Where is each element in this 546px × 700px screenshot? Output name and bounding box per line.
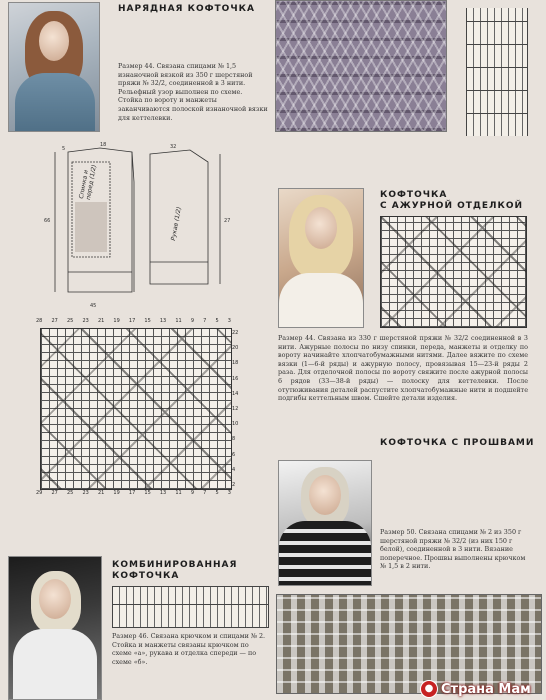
photo-woman-striped-sweater [278, 460, 372, 586]
article-title-line: КОМБИНИРОВАННАЯ [112, 560, 238, 570]
column-number: 3 [227, 490, 231, 496]
row-number: 2 [232, 481, 236, 488]
article-title: КОФТОЧКА С ПРОШВАМИ [380, 438, 535, 448]
svg-text:66: 66 [44, 218, 51, 224]
svg-text:18: 18 [100, 142, 107, 148]
row-number: 16 [232, 375, 239, 382]
column-number: 11 [175, 318, 182, 324]
column-number: 27 [51, 318, 58, 324]
column-number: 17 [128, 318, 136, 324]
article-title-line: С АЖУРНОЙ ОТДЕЛКОЙ [380, 201, 524, 211]
column-number: 9 [190, 318, 195, 324]
row-number: 8 [232, 436, 236, 443]
column-number: 17 [128, 490, 136, 496]
article-title-line: КОФТОЧКА [380, 190, 448, 200]
svg-text:5: 5 [62, 146, 66, 152]
column-number: 13 [159, 318, 167, 324]
article-body: Размер 46. Связана крючком и спицами № 2. Стойка и манжеты связаны крючком по схеме «а», рукава и отделка спереди — по схеме «б». [112, 632, 266, 666]
openwork-chart [380, 216, 527, 328]
column-number: 23 [82, 318, 89, 324]
row-number: 12 [232, 405, 239, 412]
article-title [112, 560, 262, 582]
svg-text:27: 27 [224, 218, 231, 224]
article-body: Размер 44. Связана из 330 г шерстяной пряжи № 32/2 соединенной в 3 нити. Ажурные полосы по низу спинки, переда, манжеты и отделку по вороту начинайте хлопчатобумажными нитями. Далее вяжите по схеме вязки (1—6-й ряды) и ажурную полосу, провязывая 15—23-й ряды 2 раза. Для отделочной полосы по вороту свяжите после ажурной полосы 6 рядов (33—38-й ряды) — полоску для кеттелевки. После отутюживания деталей распустите хлопчатобумажные нити и подшейте подгибы кеттельным швом. Сшейте детали изделия. [278, 334, 528, 403]
pattern-label-back-front: Спинка и перед (1/2) [78, 164, 98, 201]
knit-swatch-photo [275, 0, 447, 132]
column-number: 3 [227, 318, 231, 324]
column-number: 19 [113, 490, 120, 496]
crochet-diagram [466, 8, 528, 136]
column-number: 28 [36, 318, 43, 324]
article-body: Размер 44. Связана спицами № 1,5 изнаночной вязкой из 350 г шерстяной пряжи № 32/2, соединенной в 3 нити. Рельефный узор выполнен по схеме. Стойка по вороту и манжеты заканчиваются полоской изнаночной вязки для кеттелевки. [118, 62, 268, 122]
logo-ring-icon: ● [420, 680, 438, 698]
chart-column-numbers-bottom [36, 490, 231, 498]
column-number: 25 [66, 490, 74, 496]
column-number: 7 [203, 318, 207, 324]
svg-text:45: 45 [90, 303, 97, 309]
pattern-label-sleeve: Рукав (1/2) [170, 206, 183, 242]
row-number: 22 [232, 330, 239, 336]
column-number: 15 [144, 490, 151, 496]
column-number: 11 [175, 490, 182, 496]
photo-blonde-woman [278, 188, 364, 328]
row-number: 6 [232, 451, 236, 458]
column-number: 5 [215, 490, 219, 496]
crochet-scheme-a [112, 586, 269, 628]
column-number: 29 [36, 490, 43, 496]
chart-row-numbers [232, 330, 244, 488]
column-number: 25 [66, 318, 74, 324]
column-number: 21 [97, 318, 105, 324]
article-title [380, 190, 530, 212]
article-title-line: КОФТОЧКА [112, 571, 180, 581]
column-number: 23 [82, 490, 89, 496]
row-number: 20 [232, 345, 239, 352]
column-number: 5 [215, 318, 219, 324]
chart-column-numbers-top [36, 318, 231, 326]
column-number: 13 [159, 490, 167, 496]
article-title: НАРЯДНАЯ КОФТОЧКА [118, 4, 255, 14]
row-number: 4 [232, 466, 236, 473]
column-number: 7 [203, 490, 207, 496]
watermark-text: Страна Мам [441, 682, 531, 697]
photo-woman-lace-blouse [8, 556, 102, 700]
column-number: 27 [51, 490, 58, 496]
row-number: 18 [232, 360, 239, 367]
knitting-chart [40, 328, 232, 490]
column-number: 15 [144, 318, 151, 324]
site-watermark [420, 678, 544, 698]
row-number: 10 [232, 421, 239, 428]
photo-woman-lace-sweater [8, 2, 100, 132]
pattern-schematic [40, 142, 240, 312]
svg-text:32: 32 [170, 144, 177, 150]
article-body: Размер 50. Связана спицами № 2 из 350 г шерстяной пряжи № 32/2 (из них 150 г белой), соединенной в 3 нити. Вязание поперечное. Прошвы выполнены крючком № 1,5 в 2 нити. [380, 528, 526, 571]
chart-stitch-symbols [381, 217, 526, 327]
chart-stitch-symbols [41, 329, 231, 489]
row-number: 14 [232, 390, 239, 397]
column-number: 19 [113, 318, 120, 324]
column-number: 21 [97, 490, 105, 496]
column-number: 9 [190, 490, 195, 496]
